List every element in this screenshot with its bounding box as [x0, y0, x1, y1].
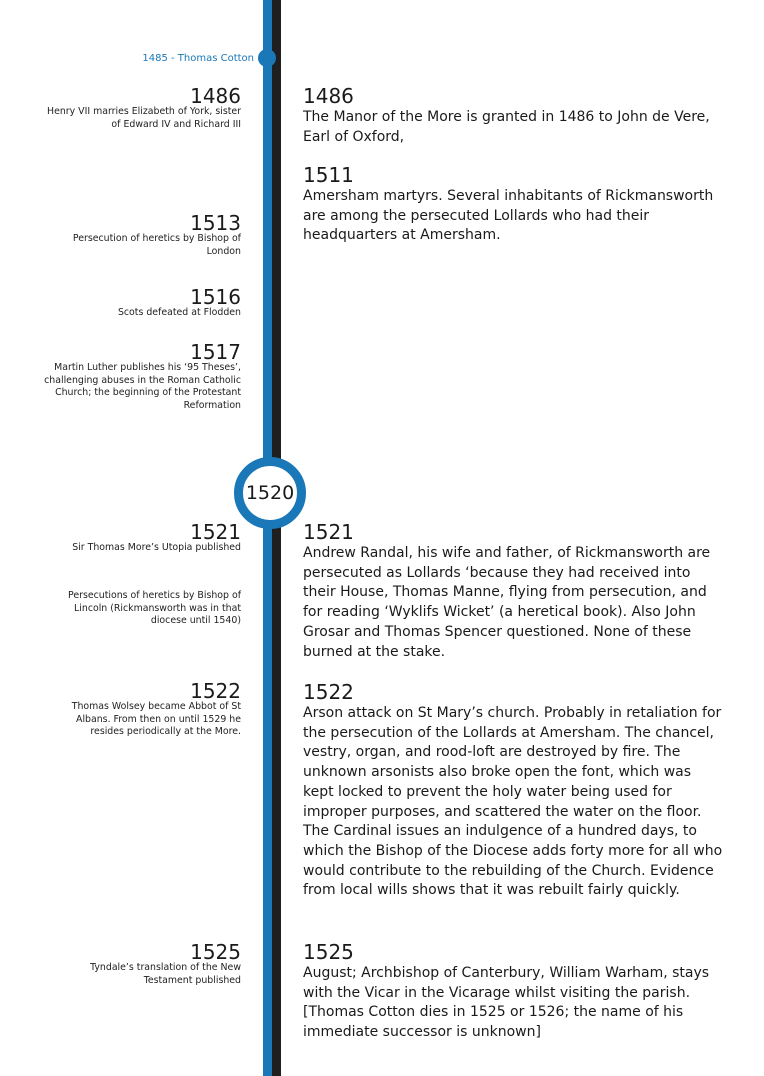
timeline-start-dot — [258, 49, 276, 67]
right-event — [303, 163, 723, 246]
event-year: 1517 — [190, 340, 241, 364]
event-year: 1522 — [303, 680, 354, 704]
left-event — [41, 522, 241, 555]
event-text: Scots defeated at Flodden — [117, 307, 241, 318]
timeline-line-dark — [272, 0, 281, 1076]
left-event — [41, 86, 241, 131]
left-event — [41, 942, 241, 987]
right-event — [303, 520, 723, 662]
event-text: The Manor of the More is granted in 1486 to John de Vere, Earl of Oxford, — [303, 109, 710, 145]
event-year: 1525 — [190, 940, 241, 964]
event-text: Tyndale’s translation of the New Testament published — [90, 962, 241, 986]
event-year: 1525 — [303, 940, 354, 964]
event-text: Thomas Wolsey became Abbot of St Albans. From then on until 1529 he resides periodically at the More. — [71, 701, 241, 737]
left-event — [41, 590, 241, 628]
right-event — [303, 940, 723, 1043]
decade-label: 1520 — [245, 482, 295, 504]
event-year: 1511 — [303, 163, 354, 187]
event-text: Persecution of heretics by Bishop of London — [72, 233, 241, 257]
left-event — [41, 342, 241, 412]
left-event — [41, 213, 241, 258]
right-event — [303, 680, 723, 901]
event-text: Henry VII marries Elizabeth of York, sister of Edward IV and Richard III — [47, 106, 241, 130]
event-year: 1521 — [190, 520, 241, 544]
event-text: August; Archbishop of Canterbury, William Warham, stays with the Vicar in the Vicarage whilst visiting the parish. [Thomas Cotton dies in 1525 or 1526; the name of his immediate successor is unknown] — [303, 965, 710, 1041]
event-text: Andrew Randal, his wife and father, of Rickmansworth are persecuted as Lollards ‘because they had received into their House, Thomas Manne, flying from persecution, and for reading ‘Wyklifs Wicket’ (a heretical book). Also John Grosar and Thomas Spencer questioned. None of these burned at the stake. — [303, 545, 711, 660]
event-year: 1486 — [303, 84, 354, 108]
event-year: 1516 — [190, 285, 241, 309]
event-text: Persecutions of heretics by Bishop of Lincoln (Rickmansworth was in that diocese until 1540) — [68, 590, 241, 626]
timeline-start-label: 1485 - Thomas Cotton — [142, 53, 254, 64]
left-event — [41, 681, 241, 739]
event-text: Amersham martyrs. Several inhabitants of Rickmansworth are among the persecuted Lollards who had their headquarters at Amersham. — [303, 188, 714, 244]
right-event — [303, 84, 723, 147]
event-year: 1513 — [190, 211, 241, 235]
event-text: Arson attack on St Mary’s church. Probably in retaliation for the persecution of the Lollards at Amersham. The chancel, vestry, organ, and rood-loft are destroyed by fire. The unknown arsonists also broke open the font, which was kept locked to prevent the holy water being used for improper purposes, and scattered the water on the floor. The Cardinal issues an indulgence of a hundred days, to which the Bishop of the Diocese adds forty more for all who would contribute to the rebuilding of the Church. Evidence from local wills shows that it was rebuilt fairly quickly. — [303, 705, 723, 899]
event-year: 1522 — [190, 679, 241, 703]
event-year: 1486 — [190, 84, 241, 108]
event-year: 1521 — [303, 520, 354, 544]
event-text: Sir Thomas More’s Utopia published — [72, 542, 241, 553]
event-text: Martin Luther publishes his ‘95 Theses’, challenging abuses in the Roman Catholic Church; the beginning of the Protestant Reformation — [44, 362, 241, 411]
left-event — [41, 287, 241, 320]
decade-marker — [234, 457, 306, 529]
timeline-line-blue — [263, 0, 272, 1076]
